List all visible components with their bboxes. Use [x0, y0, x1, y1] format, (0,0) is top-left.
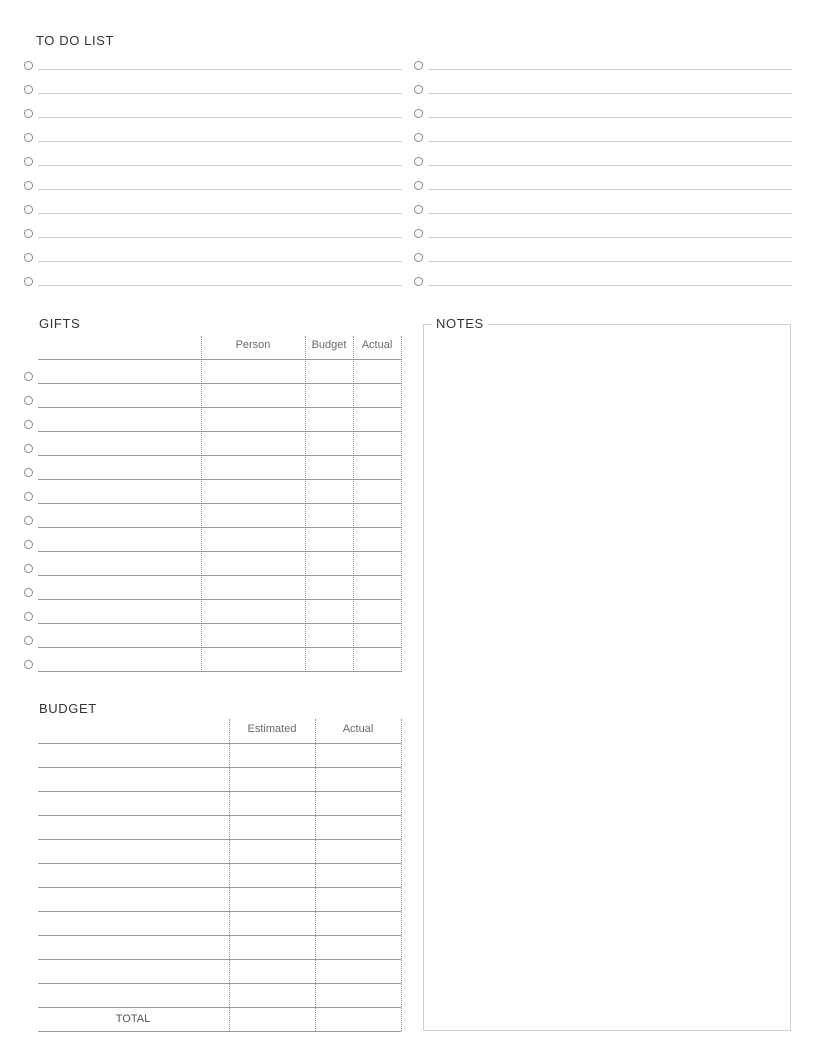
budget-column-divider — [229, 719, 230, 1031]
gift-row-line[interactable] — [38, 527, 401, 528]
budget-column-divider — [315, 719, 316, 1031]
todo-checkbox[interactable] — [414, 229, 423, 238]
todo-line[interactable] — [38, 117, 402, 118]
todo-checkbox[interactable] — [24, 61, 33, 70]
todo-title: TO DO LIST — [36, 33, 114, 48]
budget-title: BUDGET — [39, 701, 97, 716]
gifts-col-person: Person — [235, 339, 271, 351]
todo-checkbox[interactable] — [24, 133, 33, 142]
gifts-col-actual: Actual — [361, 339, 393, 351]
todo-line[interactable] — [38, 237, 402, 238]
gift-row-line[interactable] — [38, 623, 401, 624]
budget-row-line[interactable] — [38, 911, 401, 912]
todo-line[interactable] — [38, 285, 402, 286]
todo-line[interactable] — [38, 141, 402, 142]
todo-checkbox[interactable] — [24, 85, 33, 94]
todo-checkbox[interactable] — [24, 205, 33, 214]
todo-checkbox[interactable] — [414, 157, 423, 166]
gift-row-line[interactable] — [38, 503, 401, 504]
budget-row-line[interactable] — [38, 1007, 401, 1008]
gift-checkbox[interactable] — [24, 492, 33, 501]
todo-checkbox[interactable] — [24, 109, 33, 118]
todo-line[interactable] — [428, 117, 792, 118]
gifts-column-divider — [201, 336, 202, 672]
todo-checkbox[interactable] — [24, 253, 33, 262]
gift-row-line[interactable] — [38, 647, 401, 648]
gift-checkbox[interactable] — [24, 468, 33, 477]
gift-row-line[interactable] — [38, 431, 401, 432]
todo-line[interactable] — [428, 285, 792, 286]
todo-checkbox[interactable] — [24, 229, 33, 238]
budget-row-line[interactable] — [38, 1031, 401, 1032]
todo-line[interactable] — [38, 189, 402, 190]
gift-row-line[interactable] — [38, 455, 401, 456]
budget-col-actual: Actual — [342, 723, 374, 735]
todo-line[interactable] — [38, 93, 402, 94]
gift-row-line[interactable] — [38, 575, 401, 576]
gift-checkbox[interactable] — [24, 612, 33, 621]
budget-row-line[interactable] — [38, 815, 401, 816]
todo-line[interactable] — [38, 261, 402, 262]
gift-checkbox[interactable] — [24, 588, 33, 597]
gifts-col-budget: Budget — [311, 339, 347, 351]
gift-checkbox[interactable] — [24, 420, 33, 429]
budget-header-line — [38, 743, 401, 744]
gifts-column-divider — [353, 336, 354, 672]
gifts-title: GIFTS — [39, 316, 81, 331]
todo-line[interactable] — [428, 69, 792, 70]
budget-row-line[interactable] — [38, 959, 401, 960]
todo-checkbox[interactable] — [414, 181, 423, 190]
gift-row-line[interactable] — [38, 599, 401, 600]
budget-total-label: TOTAL — [115, 1013, 151, 1025]
todo-checkbox[interactable] — [414, 85, 423, 94]
budget-row-line[interactable] — [38, 767, 401, 768]
gift-checkbox[interactable] — [24, 516, 33, 525]
todo-line[interactable] — [428, 213, 792, 214]
todo-line[interactable] — [38, 165, 402, 166]
todo-line[interactable] — [428, 237, 792, 238]
gift-row-line[interactable] — [38, 407, 401, 408]
todo-checkbox[interactable] — [24, 157, 33, 166]
todo-line[interactable] — [428, 165, 792, 166]
gift-checkbox[interactable] — [24, 540, 33, 549]
todo-checkbox[interactable] — [414, 205, 423, 214]
notes-box[interactable] — [423, 324, 791, 1031]
gift-checkbox[interactable] — [24, 396, 33, 405]
todo-line[interactable] — [428, 261, 792, 262]
todo-checkbox[interactable] — [414, 133, 423, 142]
todo-checkbox[interactable] — [24, 277, 33, 286]
todo-checkbox[interactable] — [24, 181, 33, 190]
todo-checkbox[interactable] — [414, 277, 423, 286]
todo-line[interactable] — [428, 189, 792, 190]
todo-checkbox[interactable] — [414, 109, 423, 118]
todo-line[interactable] — [428, 93, 792, 94]
budget-row-line[interactable] — [38, 887, 401, 888]
todo-line[interactable] — [38, 69, 402, 70]
budget-column-divider — [401, 719, 402, 1031]
todo-line[interactable] — [428, 141, 792, 142]
gift-checkbox[interactable] — [24, 660, 33, 669]
gift-row-line[interactable] — [38, 551, 401, 552]
gifts-header-line — [38, 359, 401, 360]
notes-title: NOTES — [432, 316, 488, 331]
gift-row-line[interactable] — [38, 671, 401, 672]
todo-line[interactable] — [38, 213, 402, 214]
budget-row-line[interactable] — [38, 839, 401, 840]
gifts-column-divider — [401, 336, 402, 672]
gift-checkbox[interactable] — [24, 444, 33, 453]
gift-checkbox[interactable] — [24, 636, 33, 645]
budget-col-estimated: Estimated — [247, 723, 297, 735]
gift-checkbox[interactable] — [24, 372, 33, 381]
todo-checkbox[interactable] — [414, 61, 423, 70]
gift-row-line[interactable] — [38, 479, 401, 480]
gifts-column-divider — [305, 336, 306, 672]
budget-row-line[interactable] — [38, 863, 401, 864]
gift-row-line[interactable] — [38, 383, 401, 384]
budget-row-line[interactable] — [38, 935, 401, 936]
todo-checkbox[interactable] — [414, 253, 423, 262]
gift-checkbox[interactable] — [24, 564, 33, 573]
budget-row-line[interactable] — [38, 983, 401, 984]
budget-row-line[interactable] — [38, 791, 401, 792]
